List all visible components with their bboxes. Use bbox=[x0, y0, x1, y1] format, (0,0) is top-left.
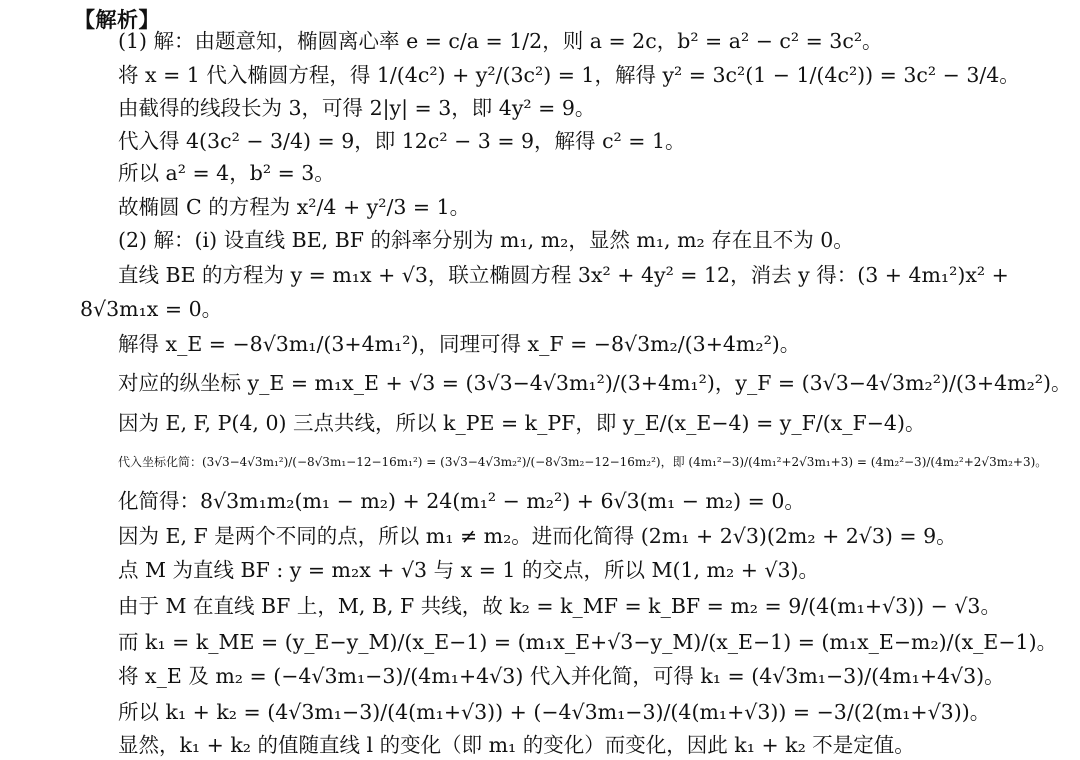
solution-heading: 【解析】 bbox=[74, 8, 160, 32]
line-1: (1) 解：由题意知，椭圆离心率 e = c/a = 1/2，则 a = 2c，b² = a² − c² = 3c²。 bbox=[118, 29, 883, 53]
line-12: 因为 E, F, P(4, 0) 三点共线，所以 k_PE = k_PF，即 y_E/(x_E−4) = y_F/(x_F−4)。 bbox=[118, 411, 926, 435]
line-14: 化简得：8√3m₁m₂(m₁ − m₂) + 24(m₁² − m₂²) + 6√3(m₁ − m₂) = 0。 bbox=[118, 489, 805, 513]
line-8: 直线 BE 的方程为 y = m₁x + √3，联立椭圆方程 3x² + 4y² = 12，消去 y 得：(3 + 4m₁²)x² + bbox=[118, 263, 1009, 287]
line-6: 故椭圆 C 的方程为 x²/4 + y²/3 = 1。 bbox=[118, 195, 471, 219]
line-20: 所以 k₁ + k₂ = (4√3m₁−3)/(4(m₁+√3)) + (−4√3m₁−3)/(4(m₁+√3)) = −3/(2(m₁+√3))。 bbox=[118, 700, 991, 724]
line-4: 代入得 4(3c² − 3/4) = 9，即 12c² − 3 = 9，解得 c² = 1。 bbox=[118, 129, 686, 153]
line-3: 由截得的线段长为 3，可得 2|y| = 3，即 4y² = 9。 bbox=[118, 96, 596, 120]
line-7: (2) 解：(i) 设直线 BE, BF 的斜率分别为 m₁, m₂，显然 m₁, m₂ 存在且不为 0。 bbox=[118, 228, 854, 252]
line-18: 而 k₁ = k_ME = (y_E−y_M)/(x_E−1) = (m₁x_E+√3−y_M)/(x_E−1) = (m₁x_E−m₂)/(x_E−1)。 bbox=[118, 630, 1058, 654]
line-2: 将 x = 1 代入椭圆方程，得 1/(4c²) + y²/(3c²) = 1，解得 y² = 3c²(1 − 1/(4c²)) = 3c² − 3/4。 bbox=[118, 63, 1020, 87]
line-9: 8√3m₁x = 0。 bbox=[80, 297, 223, 321]
line-10: 解得 x_E = −8√3m₁/(3+4m₁²)，同理可得 x_F = −8√3m₂/(3+4m₂²)。 bbox=[118, 332, 801, 356]
line-15: 因为 E, F 是两个不同的点，所以 m₁ ≠ m₂。进而化简得 (2m₁ + 2√3)(2m₂ + 2√3) = 9。 bbox=[118, 524, 957, 548]
line-19: 将 x_E 及 m₂ = (−4√3m₁−3)/(4m₁+4√3) 代入并化简，可得 k₁ = (4√3m₁−3)/(4m₁+4√3)。 bbox=[118, 664, 1005, 688]
line-17: 由于 M 在直线 BF 上，M, B, F 共线，故 k₂ = k_MF = k_BF = m₂ = 9/(4(m₁+√3)) − √3。 bbox=[118, 594, 1001, 618]
line-21: 显然，k₁ + k₂ 的值随直线 l 的变化（即 m₁ 的变化）而变化，因此 k₁ + k₂ 不是定值。 bbox=[118, 733, 915, 757]
line-11: 对应的纵坐标 y_E = m₁x_E + √3 = (3√3−4√3m₁²)/(3+4m₁²)，y_F = (3√3−4√3m₂²)/(3+4m₂²)。 bbox=[118, 371, 1072, 395]
line-16: 点 M 为直线 BF : y = m₂x + √3 与 x = 1 的交点，所以 M(1, m₂ + √3)。 bbox=[118, 558, 820, 582]
line-13: 代入坐标化简：(3√3−4√3m₁²)/(−8√3m₁−12−16m₁²) = (3√3−4√3m₂²)/(−8√3m₂−12−16m₂²)，即 (4m₁²−3)/(4m₁²+2√3m₁+3) = (4m₂²−3)/(4m₂²+2√3m₂+3)。 bbox=[118, 455, 1048, 469]
line-5: 所以 a² = 4，b² = 3。 bbox=[118, 161, 335, 185]
